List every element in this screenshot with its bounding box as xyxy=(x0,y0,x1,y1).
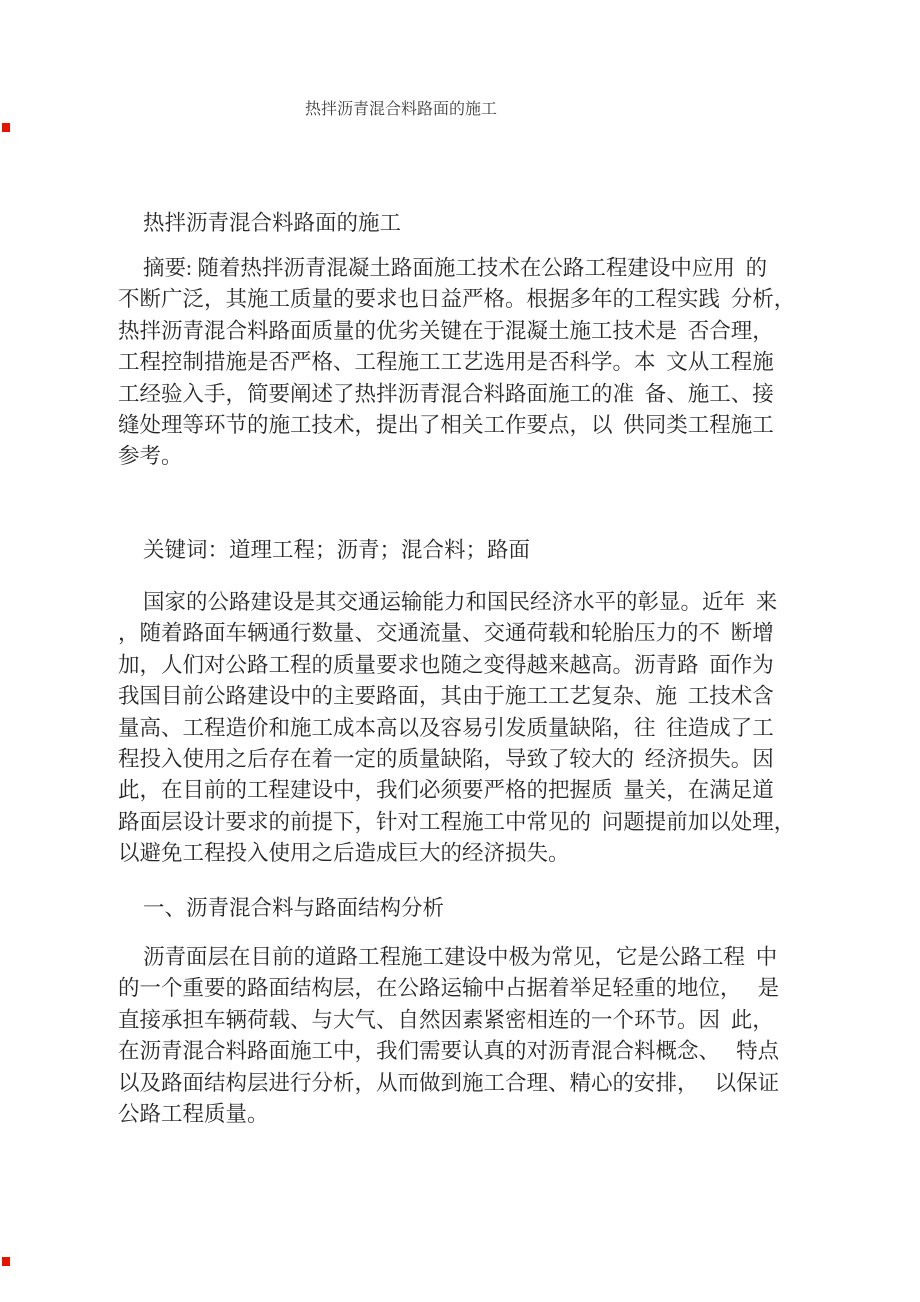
text-line: 热拌沥青混合料路面的施工 xyxy=(143,211,402,235)
text-line: 工程控制措施是否严格、工程施工工艺选用是否科学。本 文从工程施 xyxy=(118,350,774,375)
text-line: 沥青面层在目前的道路工程施工建设中极为常见，它是公路工程 中 xyxy=(143,945,778,969)
text-line: ，随着路面车辆通行数量、交通流量、交通荷载和轮胎压力的不 断增 xyxy=(118,621,774,646)
text-line: 关键词：道理工程；沥青；混合料；路面 xyxy=(143,538,531,562)
section-heading xyxy=(118,893,818,924)
text-line: 我国目前公路建设中的主要路面，其由于施工工艺复杂、施 工技术含 xyxy=(118,684,774,709)
text-line: 直接承担车辆荷载、与大气、自然因素紧密相连的一个环节。因 此， xyxy=(118,1007,774,1032)
red-marker-top xyxy=(2,123,10,132)
text-line: 参考。 xyxy=(118,444,183,469)
text-line: 工经验入手，简要阐述了热拌沥青混合料路面施工的准 备、施工、接 xyxy=(118,381,774,406)
red-marker-bottom xyxy=(2,1257,10,1266)
text-line: 公路工程质量。 xyxy=(118,1102,269,1127)
page-header-text: 热拌沥青混合料路面的施工 xyxy=(305,101,498,118)
text-line: 热拌沥青混合料路面质量的优劣关键在于混凝土施工技术是 否合理， xyxy=(118,318,774,343)
text-line: 程投入使用之后存在着一定的质量缺陷，导致了较大的 经济损失。因 xyxy=(118,747,774,772)
document-title xyxy=(118,208,818,239)
text-line: 缝处理等环节的施工技术，提出了相关工作要点，以 供同类工程施工 xyxy=(118,413,774,438)
text-line: 加，人们对公路工程的质量要求也随之变得越来越高。沥青路 面作为 xyxy=(118,652,774,677)
abstract-paragraph xyxy=(118,253,818,473)
text-line: 以及路面结构层进行分析，从而做到施工合理、精心的安排， 以保证 xyxy=(118,1070,780,1095)
text-line: 国家的公路建设是其交通运输能力和国民经济水平的彰显。近年 来 xyxy=(143,590,778,614)
text-line: 此，在目前的工程建设中，我们必须要严格的把握质 量关，在满足道 xyxy=(118,778,774,803)
text-line: 量高、工程造价和施工成本高以及容易引发质量缺陷，往 往造成了工 xyxy=(118,715,774,740)
section-paragraph xyxy=(118,942,818,1130)
intro-paragraph xyxy=(118,587,818,870)
text-line: 不断广泛，其施工质量的要求也日益严格。根据多年的工程实践 分析， xyxy=(118,287,796,312)
text-line: 在沥青混合料路面施工中，我们需要认真的对沥青混合料概念、 特点 xyxy=(118,1039,780,1064)
text-line: 的一个重要的路面结构层，在公路运输中占据着举足轻重的地位， 是 xyxy=(118,976,780,1001)
text-line: 摘要: 随着热拌沥青混凝土路面施工技术在公路工程建设中应用 的 xyxy=(143,256,768,280)
text-line: 以避免工程投入使用之后造成巨大的经济损失。 xyxy=(118,841,570,866)
text-line: 路面层设计要求的前提下，针对工程施工中常见的 问题提前加以处理， xyxy=(118,809,796,834)
text-line: 一、沥青混合料与路面结构分析 xyxy=(143,896,445,920)
keywords-line xyxy=(118,535,818,566)
